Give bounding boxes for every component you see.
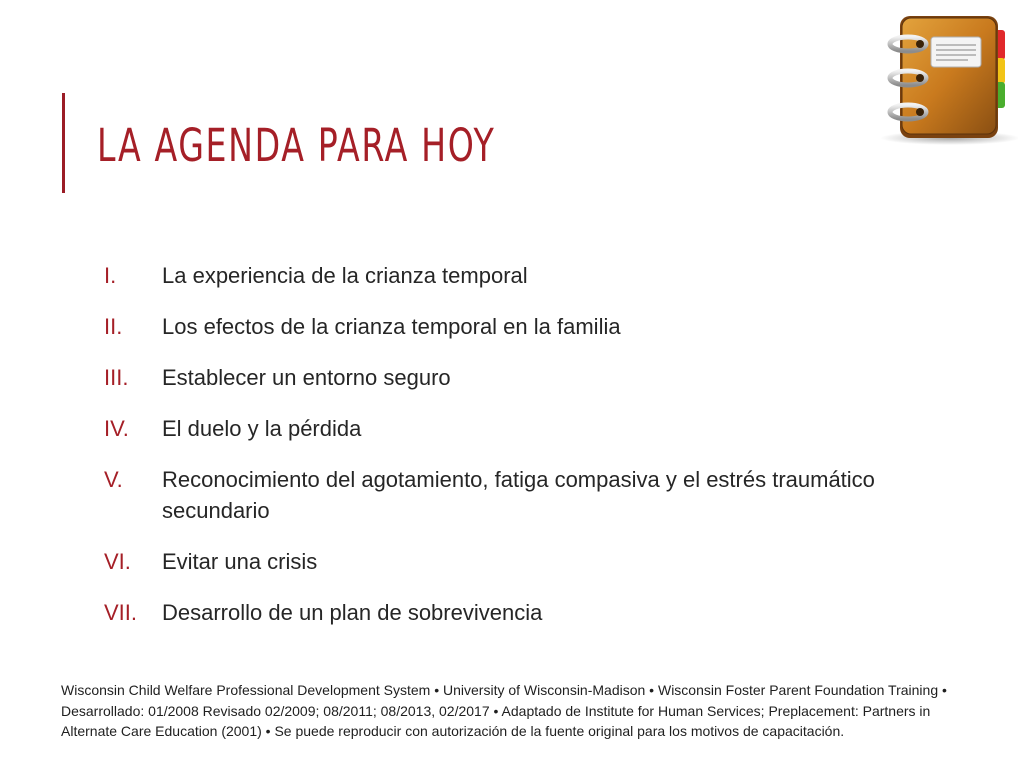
notebook-agenda-icon <box>878 10 1018 148</box>
agenda-item-number: IV. <box>104 416 129 441</box>
agenda-item-number: VI. <box>104 549 131 574</box>
agenda-list <box>104 260 904 648</box>
notebook-agenda-icon-graphic <box>878 10 1018 148</box>
footer-credits: Wisconsin Child Welfare Professional Development System • University of Wisconsin-Madison • Wisconsin Foster Parent Foundation Training • Desarrollado: 01/2008 Revisado 02/2009; 08/2011; 08/2013, 02/2017 • Adaptado de Institute for Human Services; Preplacement: Partners in Alternate Care Education (2001) • Se puede reproducir con autorización de la fuente original para los motivos de capacitación. <box>61 682 947 739</box>
agenda-item <box>104 597 904 628</box>
agenda-item-text: La experiencia de la crianza temporal <box>162 263 528 288</box>
agenda-item-text: Los efectos de la crianza temporal en la familia <box>162 314 621 339</box>
agenda-item <box>104 546 904 577</box>
agenda-item-number: V. <box>104 467 123 492</box>
agenda-item-text: El duelo y la pérdida <box>162 416 362 441</box>
agenda-item-number: II. <box>104 314 123 339</box>
agenda-item <box>104 464 904 526</box>
agenda-item-number: I. <box>104 263 117 288</box>
agenda-item <box>104 260 904 291</box>
agenda-item-number: III. <box>104 365 129 390</box>
agenda-item <box>104 311 904 342</box>
agenda-item <box>104 362 904 393</box>
agenda-item-text: Establecer un entorno seguro <box>162 365 451 390</box>
agenda-item-text: Desarrollo de un plan de sobrevivencia <box>162 600 543 625</box>
title-accent-bar <box>62 93 65 193</box>
agenda-item-number: VII. <box>104 600 138 625</box>
agenda-item-text: Reconocimiento del agotamiento, fatiga compasiva y el estrés traumático secundario <box>162 467 875 523</box>
page-title: LA AGENDA PARA HOY <box>97 119 496 172</box>
agenda-item <box>104 413 904 444</box>
agenda-item-text: Evitar una crisis <box>162 549 318 574</box>
